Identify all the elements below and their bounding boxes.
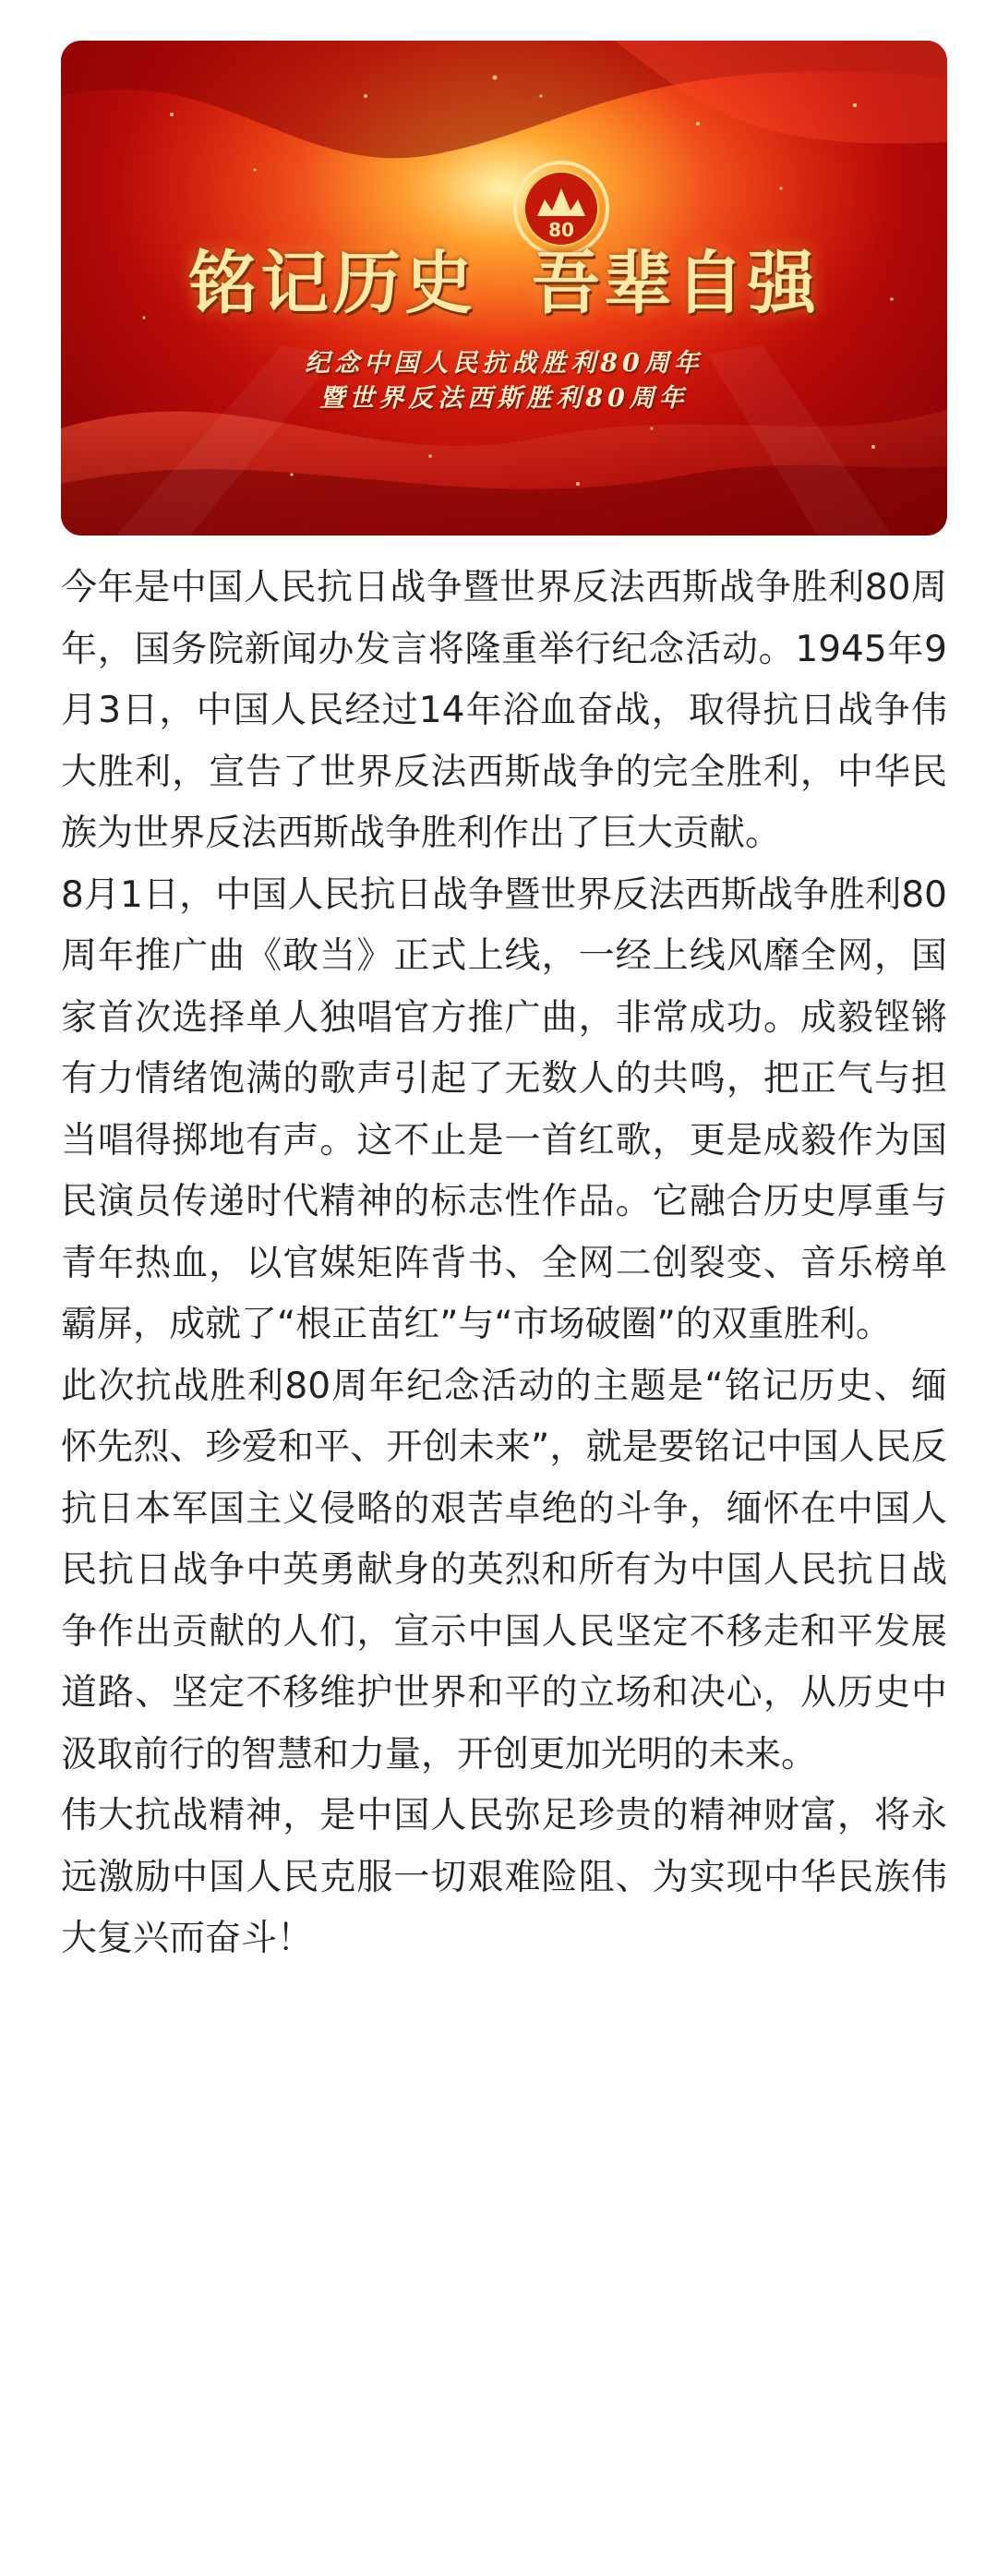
emblem-number: 80 [548, 219, 574, 241]
banner-title: 铭记历史 吾辈自强 [188, 244, 820, 323]
article-body [61, 558, 947, 1970]
article-paragraph-4: 伟大抗战精神，是中国人民弥足珍贵的精神财富，将永远激励中国人民克服一切艰难险阻、为实现中华民族伟大复兴而奋斗！ [61, 1795, 947, 1959]
banner-subtitle-line2: 暨世界反法西斯胜利80周年 [319, 384, 689, 413]
article-paragraph-2: 8月1日，中国人民抗日战争暨世界反法西斯战争胜利80周年推广曲《敢当》正式上线，一经上线风靡全网，国家首次选择单人独唱官方推广曲，非常成功。成毅铿锵有力情绪饱满的歌声引起了无数人的共鸣，把正气与担当唱得掷地有声。这不止是一首红歌，更是成毅作为国民演员传递时代精神的标志性作品。它融合历史厚重与青年热血，以官媒矩阵背书、全网二创裂变、音乐榜单霸屏，成就了“根正苗红”与“市场破圈”的双重胜利。 [61, 873, 947, 1345]
article-paragraph-3: 此次抗战胜利80周年纪念活动的主题是“铭记历史、缅怀先烈、珍爱和平、开创未来”，就是要铭记中国人民反抗日本军国主义侵略的艰苦卓绝的斗争，缅怀在中国人民抗日战争中英勇献身的英烈和所有为中国人民抗日战争作出贡献的人们，宣示中国人民坚定不移走和平发展道路、坚定不移维护世界和平的立场和决心，从历史中汲取前行的智慧和力量，开创更加光明的未来。 [61, 1365, 947, 1776]
article-paragraph-1: 今年是中国人民抗日战争暨世界反法西斯战争胜利80周年，国务院新闻办发言将隆重举行纪念活动。1945年9月3日，中国人民经过14年浴血奋战，取得抗日战争伟大胜利，宣告了世界反法西斯战争的完全胜利，中华民族为世界反法西斯战争胜利作出了巨大贡献。 [61, 567, 947, 854]
banner-subtitle-line1: 纪念中国人民抗战胜利80周年 [305, 349, 703, 378]
banner-image [61, 41, 947, 536]
